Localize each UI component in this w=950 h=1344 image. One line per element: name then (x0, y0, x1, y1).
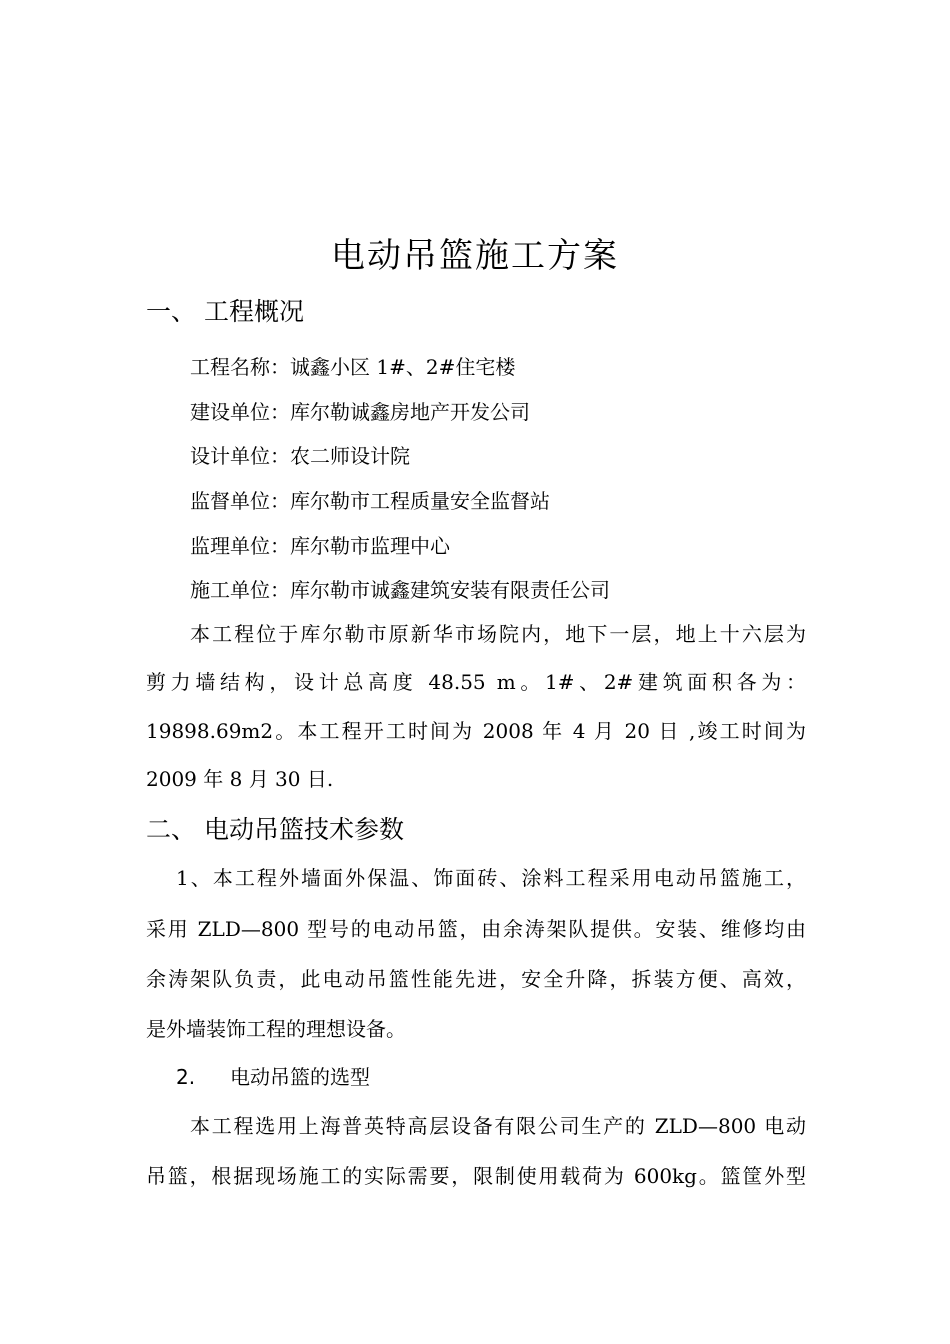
subsection-number: 2. (176, 1065, 196, 1089)
selection-paragraph-line: 吊篮，根据现场施工的实际需要，限制使用载荷为 600kg。篮筐外型 (146, 1164, 806, 1188)
info-designer: 设计单位：农二师设计院 (190, 444, 410, 468)
selection-paragraph-line: 本工程选用上海普英特高层设备有限公司生产的 ZLD—800 电动 (190, 1114, 806, 1138)
subsection-heading-selection (176, 1061, 370, 1090)
overview-paragraph-line: 19898.69m2。本工程开工时间为 2008 年 4 月 20 日 ,竣工时间为 (146, 719, 806, 743)
section-heading-parameters (146, 810, 404, 846)
parameters-paragraph-line: 余涛架队负责，此电动吊篮性能先进，安全升降，拆装方便、高效， (146, 967, 806, 991)
overview-paragraph-line: 2009 年 8 月 30 日. (146, 767, 334, 791)
info-monitor: 监理单位：库尔勒市监理中心 (190, 534, 450, 558)
section-number: 二、 (146, 815, 197, 844)
section-heading-overview (146, 292, 304, 328)
section-title: 工程概况 (204, 297, 305, 326)
info-project-name: 工程名称：诚鑫小区 1#、2#住宅楼 (190, 355, 516, 379)
parameters-paragraph-line: 采用 ZLD—800 型号的电动吊篮，由余涛架队提供。安装、维修均由 (146, 917, 806, 941)
subsection-title: 电动吊篮的选型 (230, 1065, 370, 1089)
overview-paragraph-line: 剪力墙结构，设计总高度 48.55 m。1#、2#建筑面积各为： (146, 670, 806, 694)
info-contractor: 施工单位：库尔勒市诚鑫建筑安装有限责任公司 (190, 578, 610, 602)
parameters-paragraph-line: 1、本工程外墙面外保温、饰面砖、涂料工程采用电动吊篮施工， (176, 866, 806, 890)
overview-paragraph-line: 本工程位于库尔勒市原新华市场院内，地下一层，地上十六层为 (190, 622, 806, 646)
section-title: 电动吊篮技术参数 (204, 815, 405, 844)
section-number: 一、 (146, 297, 197, 326)
document-title: 电动吊篮施工方案 (331, 236, 619, 276)
info-supervisor: 监督单位：库尔勒市工程质量安全监督站 (190, 489, 550, 513)
parameters-paragraph-line: 是外墙装饰工程的理想设备。 (146, 1017, 406, 1041)
info-developer: 建设单位：库尔勒诚鑫房地产开发公司 (190, 400, 530, 424)
